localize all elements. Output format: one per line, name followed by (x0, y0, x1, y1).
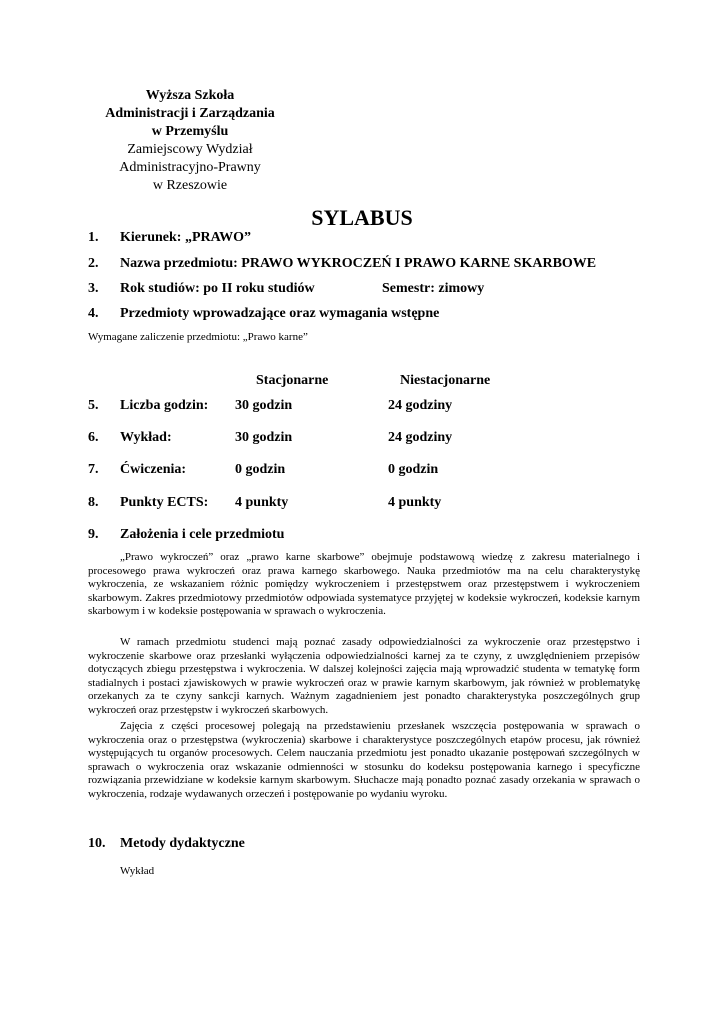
section-10-number: 10. (88, 836, 106, 851)
section-9-paragraph-2: W ramach przedmiotu studenci mają poznać zasady odpowiedzialności za wykroczenie oraz przestępstwo i wykroczenie skarbowe oraz przesłanki wyłączenia odpowiedzialności karnej za te czyny, z uwzględnieniem przepisów dotyczących zbiegu przestępstwa i wykroczenia. W dalszej kolejności zajęcia mają wprowadzić studenta w tematykę form stadialnych i postaci zjawiskowych w prawie wykroczeń oraz w prawie karnym skarbowym, jak również w problematykę orzekanych za te czyny sankcji karnych. Ważnym zagadnieniem jest ponadto charakterystyka poszczególnych grup wykroczeń oraz przestępstw i wykroczeń skarbowych. (88, 636, 640, 716)
item-4-note: Wymagane zaliczenie przedmiotu: „Prawo karne” (88, 331, 308, 343)
item-2-text: Nazwa przedmiotu: PRAWO WYKROCZEŃ I PRAWO KARNE SKARBOWE (120, 256, 597, 271)
table-cell-niestacjonarne: 24 godziny (388, 430, 453, 445)
item-1-text: Kierunek: „PRAWO” (120, 230, 252, 245)
school-name-line1: Wyższa Szkoła (145, 88, 235, 103)
table-cell-niestacjonarne: 4 punkty (388, 495, 442, 510)
table-header-niestacjonarne: Niestacjonarne (400, 373, 491, 388)
item-3-semester: Semestr: zimowy (382, 281, 485, 296)
table-cell-stacjonarne: 0 godzin (235, 462, 286, 477)
table-cell-stacjonarne: 30 godzin (235, 430, 293, 445)
table-row-label: Punkty ECTS: (120, 495, 209, 510)
table-cell-stacjonarne: 4 punkty (235, 495, 289, 510)
item-4-text: Przedmioty wprowadzające oraz wymagania wstępne (120, 306, 440, 321)
section-9-paragraph-1: „Prawo wykroczeń” oraz „prawo karne skarbowe” obejmuje podstawową wiedzę z zakresu materialnego i procesowego prawa wykroczeń oraz prawa karnego skarbowego. Nauka przedmiotów ma na celu charakterystykę wykroczenia, ze wskazaniem różnic pomiędzy wykroczeniem i przestępstwem oraz przestępstwem i wykroczeniem skarbowym. Zakres przedmiotowy przedmiotów odpowiada systematyce przyjętej w kodeksie wykroczeń, kodeksie karnym skarbowym i w kodeksie postępowania w sprawach o wykroczenia. (88, 551, 640, 617)
table-row-number: 6. (88, 430, 99, 445)
item-4-number: 4. (88, 306, 99, 321)
document-title: SYLABUS (311, 205, 413, 230)
table-row-number: 7. (88, 462, 99, 477)
faculty-line2: Administracyjno-Prawny (119, 160, 261, 175)
section-10-heading: Metody dydaktyczne (120, 836, 245, 851)
section-9-heading: Założenia i cele przedmiotu (120, 527, 285, 542)
item-3-text: Rok studiów: po II roku studiów (120, 281, 315, 296)
table-row-number: 8. (88, 495, 99, 510)
item-3-number: 3. (88, 281, 99, 296)
institution-header (90, 87, 290, 195)
table-cell-niestacjonarne: 0 godzin (388, 462, 439, 477)
table-cell-niestacjonarne: 24 godziny (388, 398, 453, 413)
section-10-text: Wykład (120, 865, 155, 877)
school-name-line2: Administracji i Zarządzania (105, 106, 275, 121)
school-name-line3: w Przemyślu (151, 124, 229, 139)
faculty-line1: Zamiejscowy Wydział (127, 142, 253, 157)
table-row-label: Ćwiczenia: (120, 462, 187, 477)
table-cell-stacjonarne: 30 godzin (235, 398, 293, 413)
item-1-number: 1. (88, 230, 99, 245)
table-row-number: 5. (88, 398, 99, 413)
section-9-number: 9. (88, 527, 99, 542)
table-row-label: Wykład: (120, 430, 172, 445)
item-2-number: 2. (88, 256, 99, 271)
faculty-line3: w Rzeszowie (152, 178, 228, 193)
section-9-paragraph-3: Zajęcia z części procesowej polegają na przedstawieniu przesłanek wszczęcia postępowania w sprawach o wykroczenia oraz o przestępstwa (wykroczenia) skarbowe i charakterystyce poszczególnych etapów procesu, jak również występujących tu organów procesowych. Celem nauczania przedmiotu jest ponadto ukazanie postępowań szczególnych w sprawach o wykroczenia oraz wskazanie odmienności w stosunku do kodeksu postępowania karnego i specyficzne rozwiązania przewidziane w kodeksie karnym skarbowym. Słuchacze mają ponadto poznać zasady orzekania w sprawach o wykroczenia, rodzaje wydawanych orzeczeń i postępowanie po wydaniu wyroku. (88, 720, 640, 800)
table-row-label: Liczba godzin: (120, 398, 209, 413)
table-header-stacjonarne: Stacjonarne (256, 373, 329, 388)
